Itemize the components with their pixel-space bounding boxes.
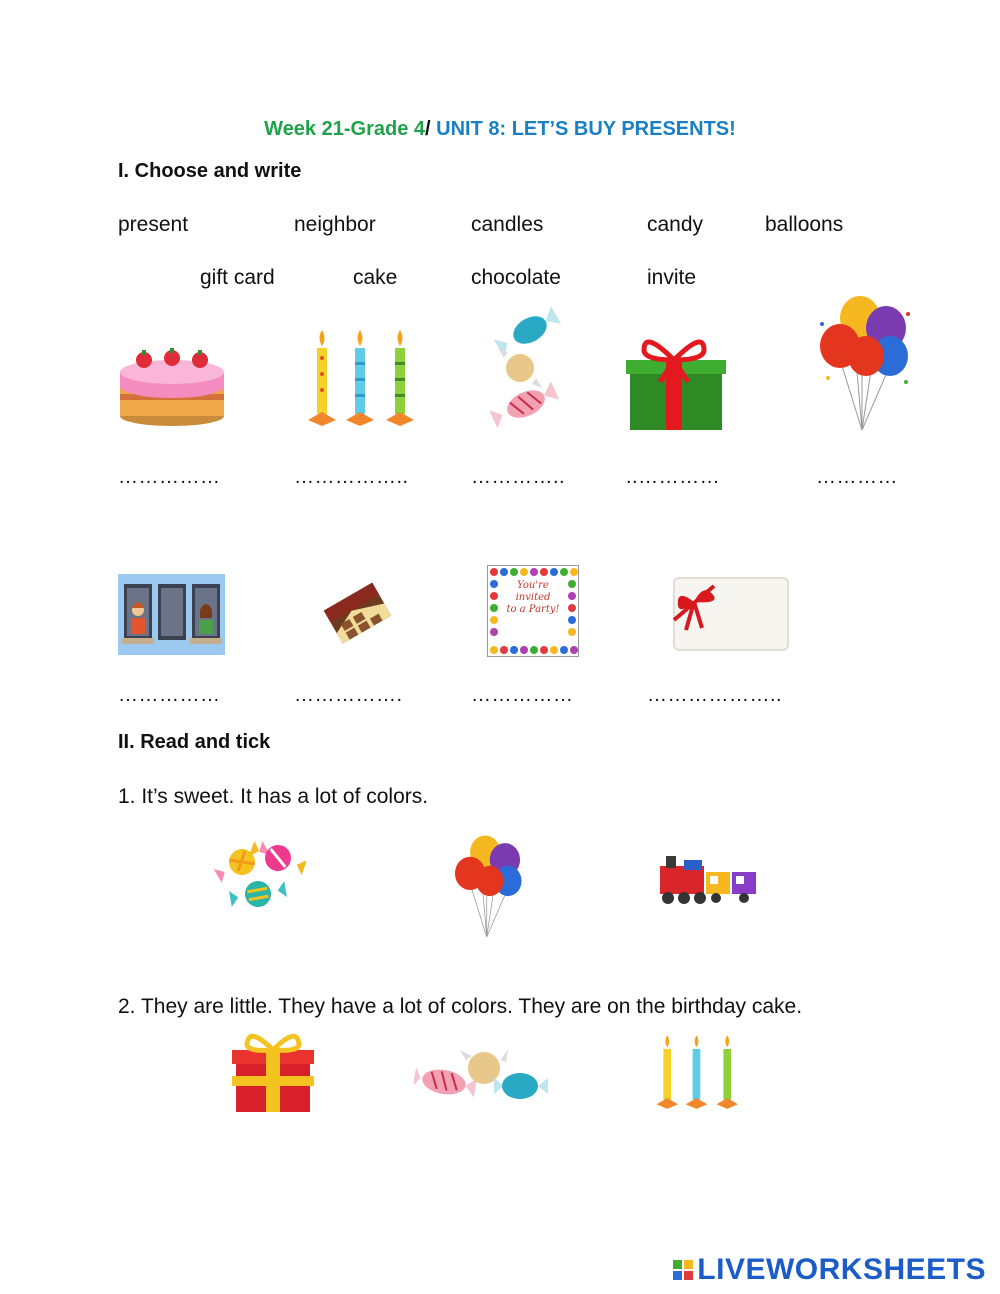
blank-7[interactable]: …………….	[294, 684, 403, 706]
word-invite: invite	[647, 266, 697, 289]
invite-text-3: to a Party!	[506, 604, 560, 615]
blank-3[interactable]: …………..	[471, 466, 566, 488]
balloons-image	[816, 294, 914, 434]
invite-text-1: You're	[517, 580, 549, 591]
word-present: present	[118, 213, 189, 236]
section-1-heading: I. Choose and write	[118, 160, 302, 182]
word-candles: candles	[471, 213, 544, 236]
q1-option-balloons[interactable]	[446, 834, 532, 940]
invite-text-2: invited	[515, 592, 551, 603]
candy-image	[490, 300, 562, 436]
title-separator: /	[425, 118, 437, 140]
q1-option-train[interactable]	[656, 852, 760, 908]
question-1: 1. It’s sweet. It has a lot of colors.	[118, 785, 429, 808]
invite-image	[487, 565, 579, 657]
word-cake: cake	[353, 266, 398, 289]
page-title	[0, 118, 1000, 141]
cake-image	[116, 342, 228, 428]
q2-option-candies[interactable]	[414, 1046, 550, 1110]
question-2: 2. They are little. They have a lot of colors. They are on the birthday cake.	[118, 995, 803, 1018]
invite-card-text	[500, 580, 566, 616]
logo-blocks-icon	[673, 1260, 693, 1280]
blank-1[interactable]: ……………	[118, 466, 221, 488]
blank-2[interactable]: ……………..	[294, 466, 409, 488]
word-balloons: balloons	[765, 213, 844, 236]
word-candy: candy	[647, 213, 704, 236]
gift-card-image	[672, 576, 790, 654]
blank-5[interactable]: …………	[816, 466, 898, 488]
liveworksheets-logo	[673, 1253, 986, 1287]
blank-9[interactable]: ………………..	[647, 684, 783, 706]
q2-option-present[interactable]	[232, 1030, 314, 1114]
present-image	[626, 334, 726, 434]
neighbor-image	[118, 574, 225, 655]
title-unit: UNIT 8: LET’S BUY PRESENTS!	[436, 118, 736, 140]
q2-option-candles[interactable]	[650, 1032, 746, 1112]
word-neighbor: neighbor	[294, 213, 376, 236]
title-week: Week 21-Grade 4	[264, 118, 426, 140]
blank-4[interactable]: ..…………	[626, 466, 721, 488]
chocolate-image	[318, 580, 398, 648]
candles-image	[302, 326, 422, 430]
section-2-heading: II. Read and tick	[118, 731, 271, 753]
logo-text: LIVEWORKSHEETS	[697, 1253, 986, 1286]
blank-8[interactable]: ……………	[471, 684, 574, 706]
word-chocolate: chocolate	[471, 266, 561, 289]
q1-option-candies[interactable]	[212, 832, 306, 918]
word-gift-card: gift card	[200, 266, 275, 289]
blank-6[interactable]: ……………	[118, 684, 221, 706]
